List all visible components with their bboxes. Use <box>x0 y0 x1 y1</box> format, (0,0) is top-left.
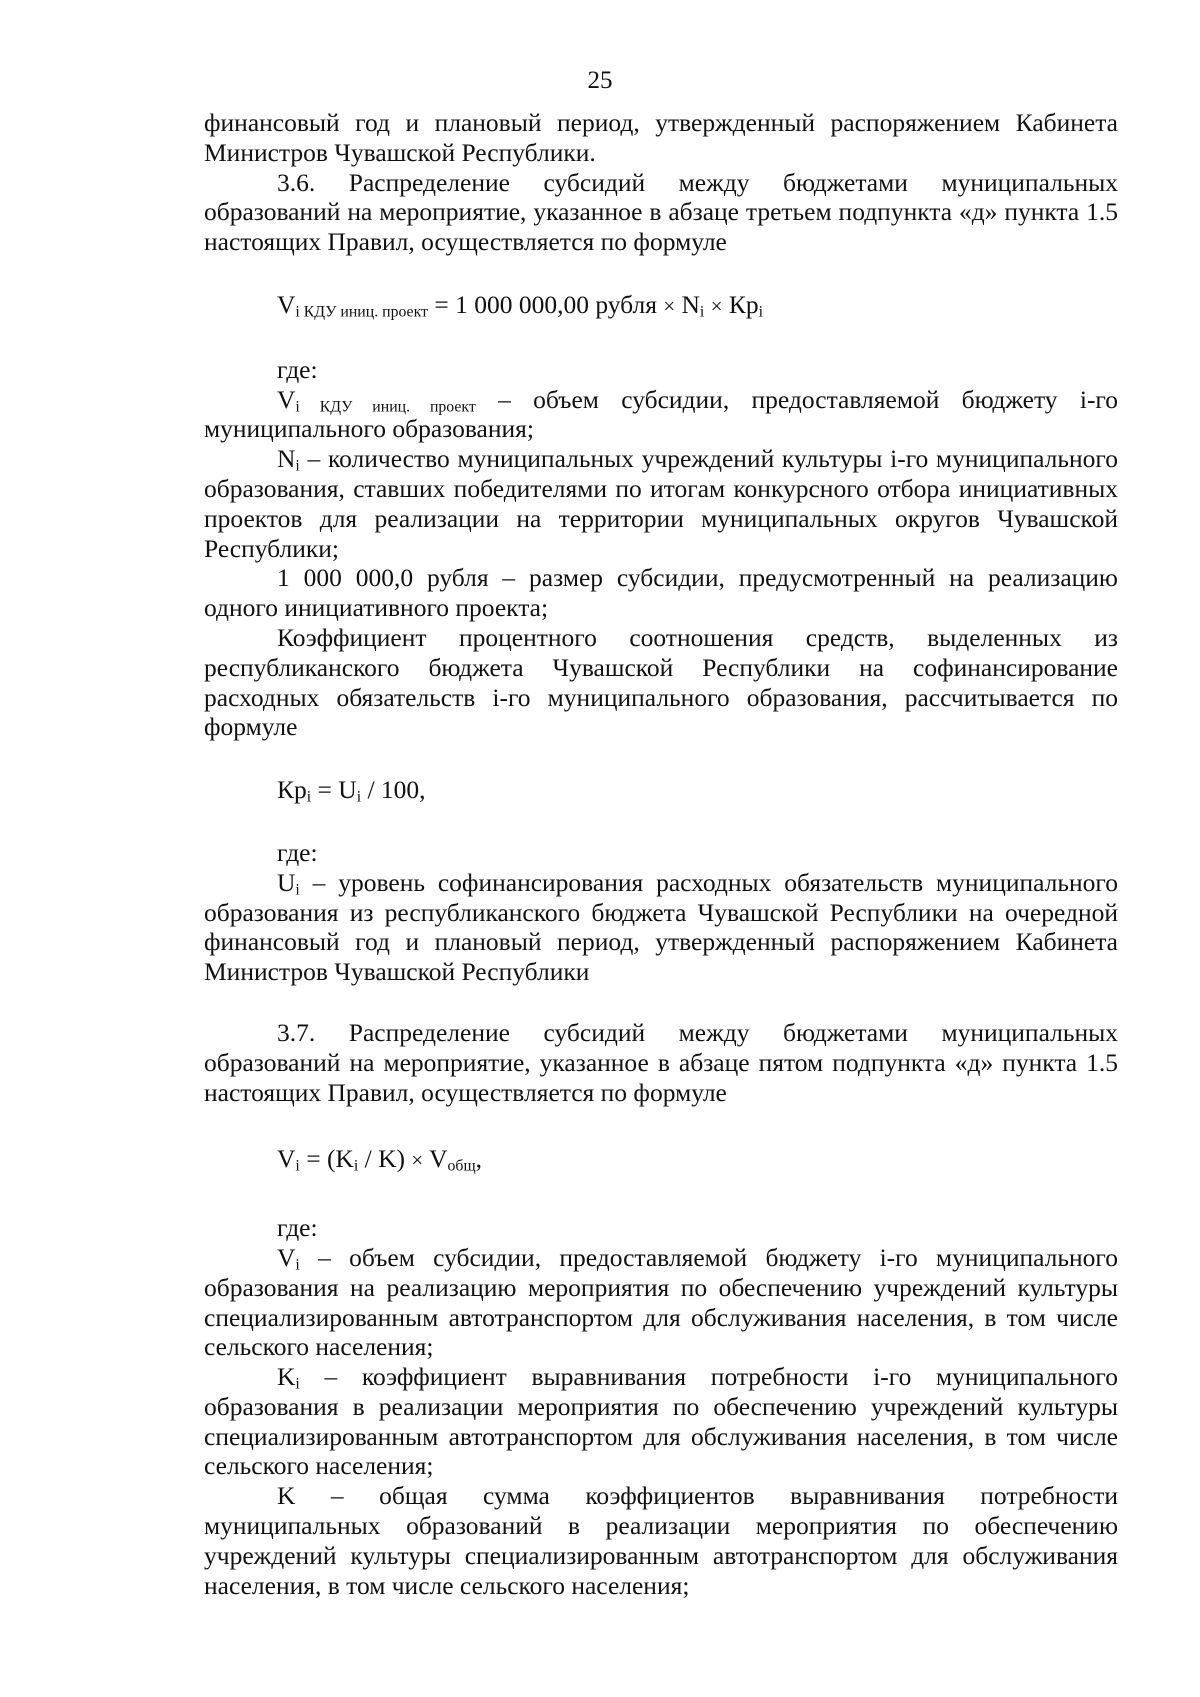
where-label-1: где: <box>277 354 318 384</box>
document-body <box>204 108 1118 1600</box>
definition-k-total: K – общая сумма коэффициентов выравнивания потребности муниципальных образований в реализации мероприятия по обеспечению учреждений культуры специализированным автотранспортом для обслуживания населения, в том числе сельского населения; <box>204 1481 1118 1600</box>
definition-k-i: $K_i$ – коэффициент выравнивания потребности i-го муниципального образования в реализации мероприятия по обеспечению учреждений культуры специализированным автотранспортом для обслуживания населения, в том числе сельского населения; <box>204 1362 1118 1481</box>
page-number: 25 <box>587 67 613 94</box>
definition-coefficient-intro: Коэффициент процентного соотношения средств, выделенных из республиканского бюджета Чувашской Республики на софинансирование расходных обязательств i-го муниципального образования, рассчитывается по формуле <box>204 622 1118 742</box>
where-label-2: где: <box>277 837 318 867</box>
definition-amount: 1 000 000,0 рубля – размер субсидии, предусмотренный на реализацию одного инициативного проекта; <box>204 563 1118 623</box>
paragraph-3-7: 3.7. Распределение субсидий между бюджетами муниципальных образований на мероприятие, указанное в абзаце пятом подпункта «д» пункта 1.5 настоящих Правил, осуществляется по формуле <box>204 1017 1118 1107</box>
definition-v-kdu: $V_{i КДУ иниц. проект}$ – объем субсидии, предоставляемой бюджету i-го муниципального образования; <box>204 384 1119 444</box>
definition-v: $V_i$ – объем субсидии, предоставляемой бюджету i-го муниципального образования на реализацию мероприятия по обеспечению учреждений культуры специализированным автотранспортом для обслуживания населения, в том числе сельского населения; <box>204 1242 1118 1362</box>
formula-3: $V_i = (K_i / K) \times V_{общ}$, <box>277 1144 482 1175</box>
definition-n: $N_i$ – количество муниципальных учреждений культуры i-го муниципального образования, ставших победителями по итогам конкурсного отбора инициативных проектов для реализации на территории муниципальных округов Чувашской Республики; <box>204 444 1118 563</box>
paragraph-continuation: финансовый год и плановый период, утвержденный распоряжением Кабинета Министров Чувашской Республики. <box>204 108 1118 167</box>
definition-u: $U_i$ – уровень софинансирования расходных обязательств муниципального образования из республиканского бюджета Чувашской Республики на очередной финансовый год и плановый период, утвержденный распоряжением Кабинета Министров Чувашской Республики <box>204 867 1118 987</box>
formula-2: $Кр_i = U_i / 100$, <box>277 775 426 806</box>
where-label-3: где: <box>277 1213 318 1243</box>
paragraph-3-6: 3.6. Распределение субсидий между бюджетами муниципальных образований на мероприятие, указанное в абзаце третьем подпункта «д» пункта 1.5 настоящих Правил, осуществляется по формуле <box>204 167 1118 257</box>
formula-1: $V_{i КДУ иниц. проект} = 1$ 000 000,00 рубля × $N_i \times Кр_i$ <box>277 289 764 321</box>
